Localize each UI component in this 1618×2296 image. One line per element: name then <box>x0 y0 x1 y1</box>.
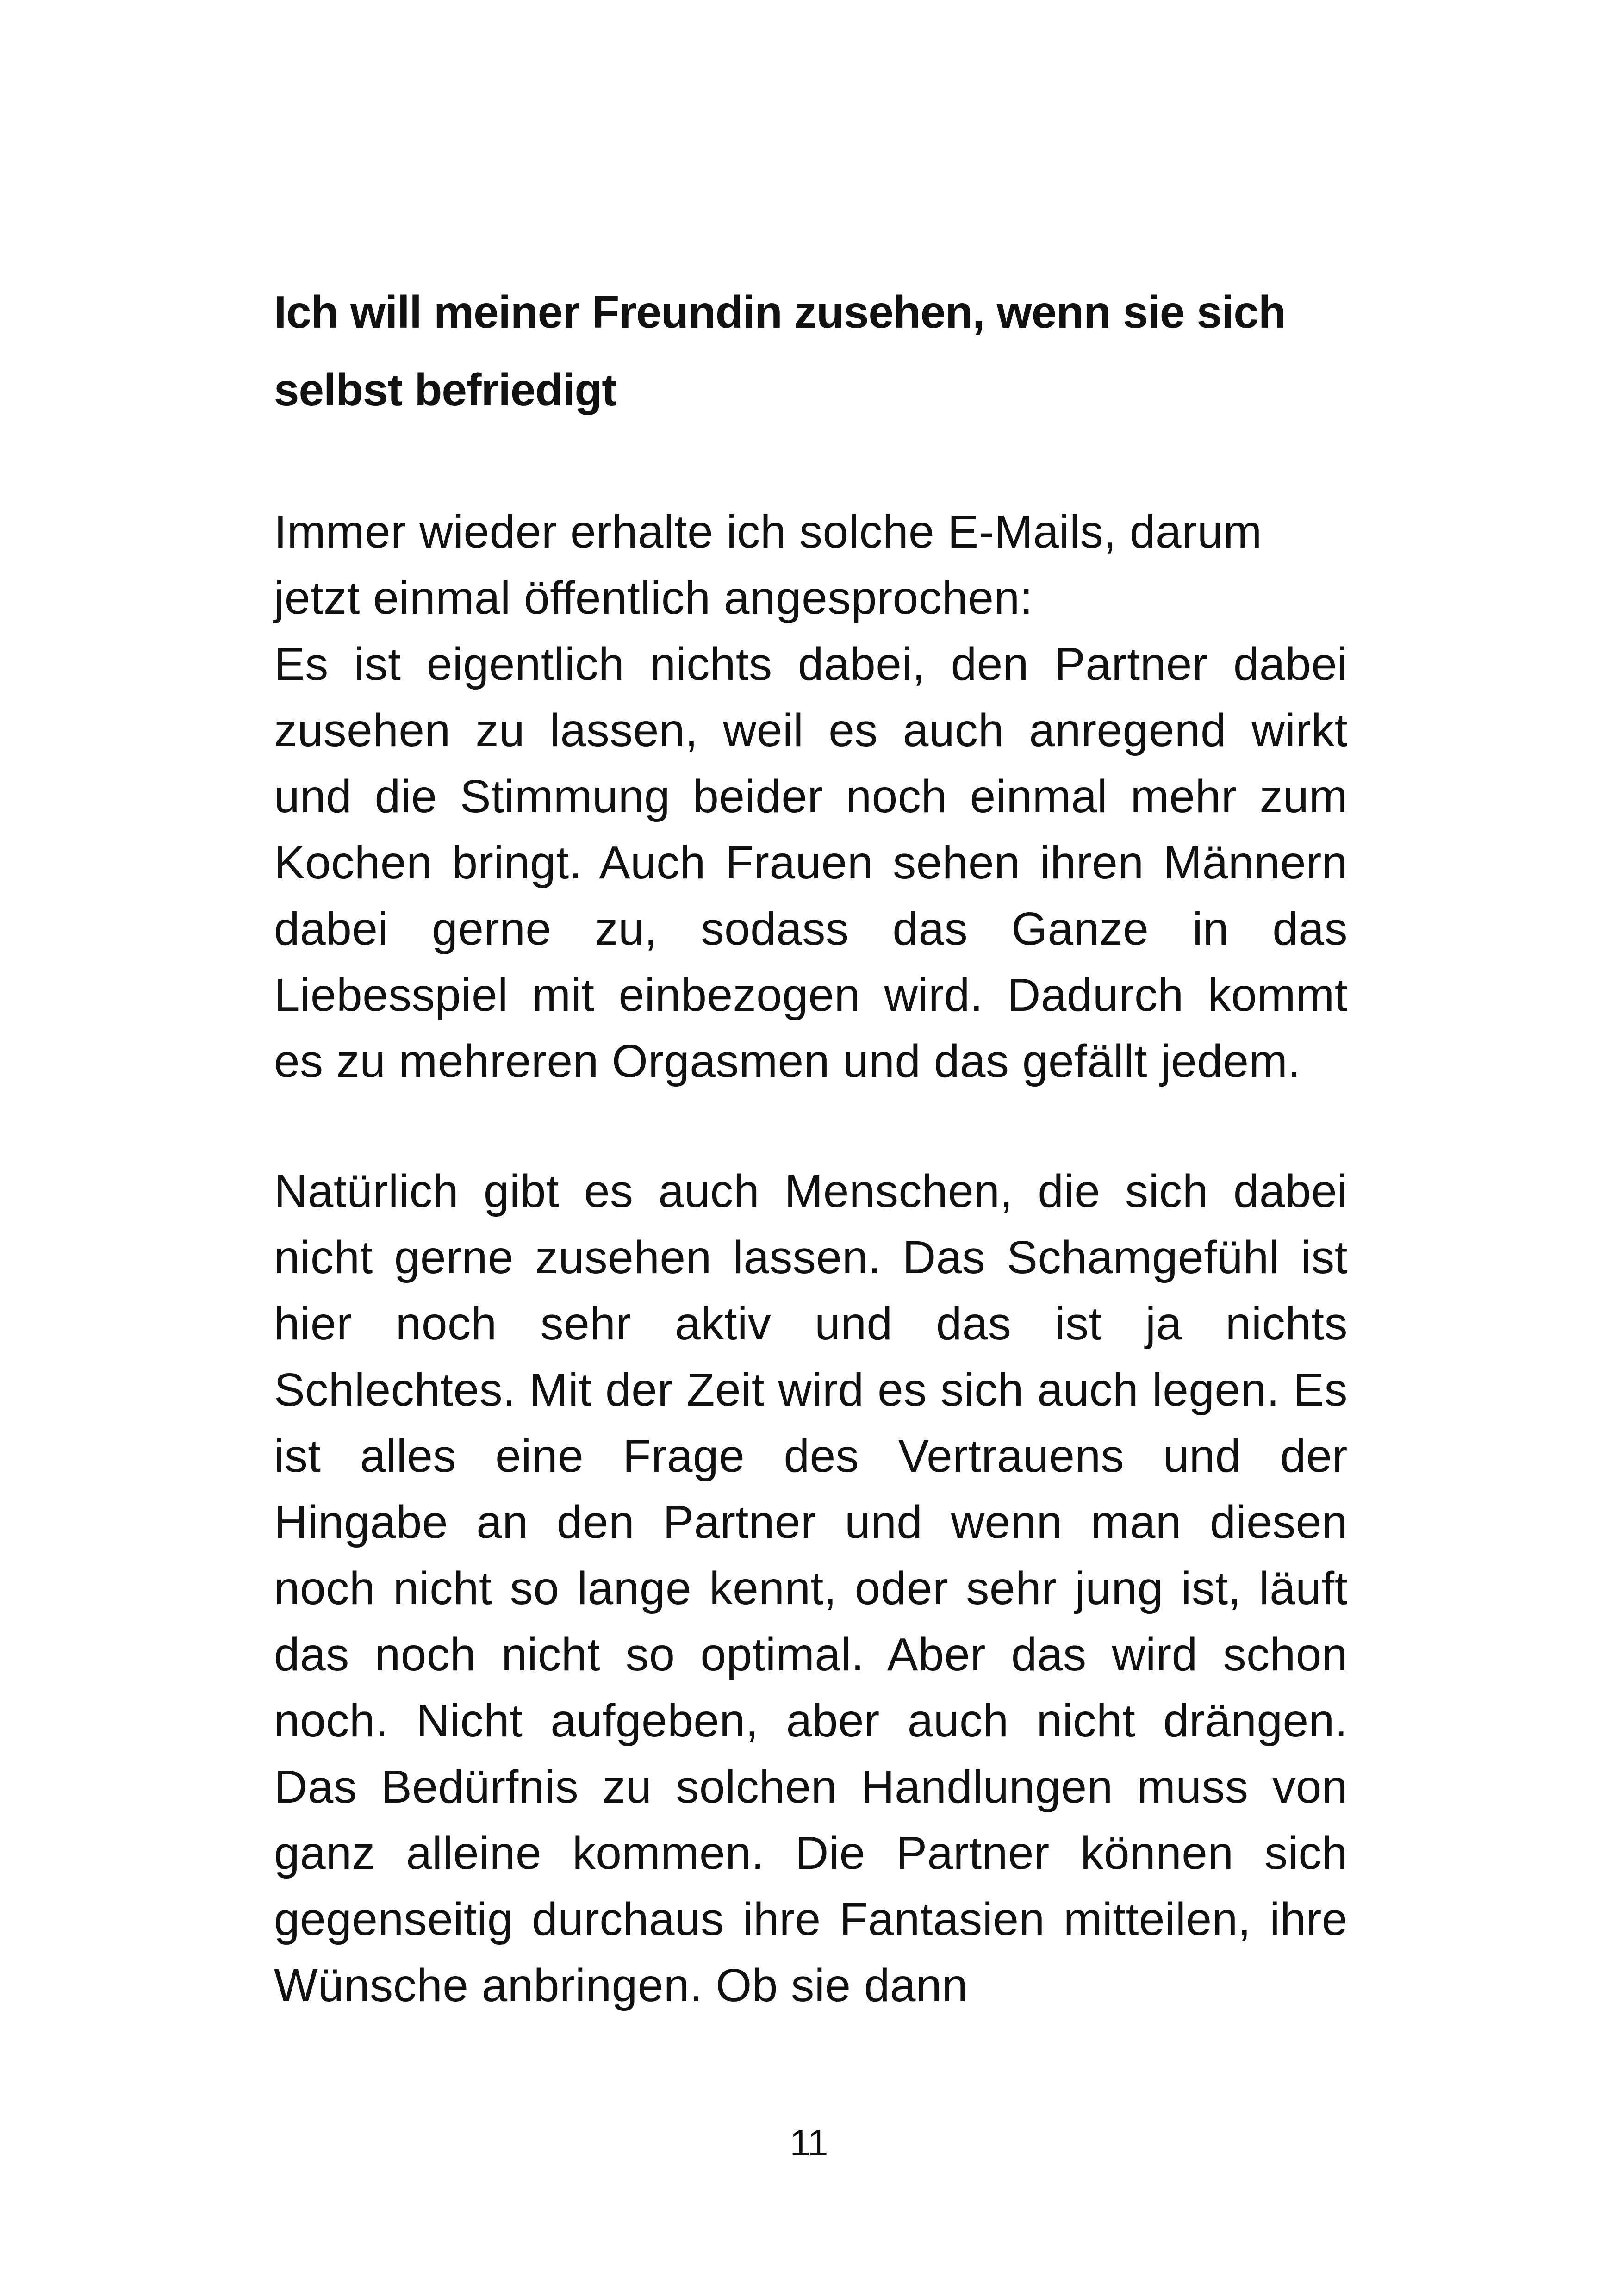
paragraph-2: Natürlich gibt es auch Menschen, die sich dabei nicht gerne zusehen lassen. Das Schamgefühl ist hier noch sehr aktiv und das ist ja nichts Schlechtes. Mit der Zeit wird es sich auch legen. Es ist alles eine Frage des Vertrauens und der Hingabe an den Partner und wenn man diesen noch nicht so lange kennt, oder sehr jung ist, läuft das noch nicht so optimal. Aber das wird schon noch. Nicht aufgeben, aber auch nicht drängen. Das Bedürfnis zu solchen Handlungen muss von ganz alleine kommen. Die Partner können sich gegenseitig durchaus ihre Fantasien mitteilen, ihre Wünsche anbringen. Ob sie dann <box>274 1165 1348 2011</box>
chapter-heading-line-1: Ich will meiner Freundin zusehen, wenn sie sich <box>274 286 1286 337</box>
paragraph-intro: Immer wieder erhalte ich solche E-Mails, darum jetzt einmal öffentlich angesprochen: <box>274 506 1262 624</box>
page-number: 11 <box>790 2122 828 2163</box>
chapter-heading <box>274 273 1348 429</box>
page-content <box>274 273 1348 2019</box>
paragraph-1: Es ist eigentlich nichts dabei, den Partner dabei zusehen zu lassen, weil es auch anregend wirkt und die Stimmung beider noch einmal mehr zum Kochen bringt. Auch Frauen sehen ihren Männern dabei gerne zu, sodass das Ganze in das Liebesspiel mit einbezogen wird. Dadurch kommt es zu mehreren Orgasmen und das gefällt jedem. <box>274 638 1348 1087</box>
chapter-heading-line-2: selbst befriedigt <box>274 364 616 415</box>
